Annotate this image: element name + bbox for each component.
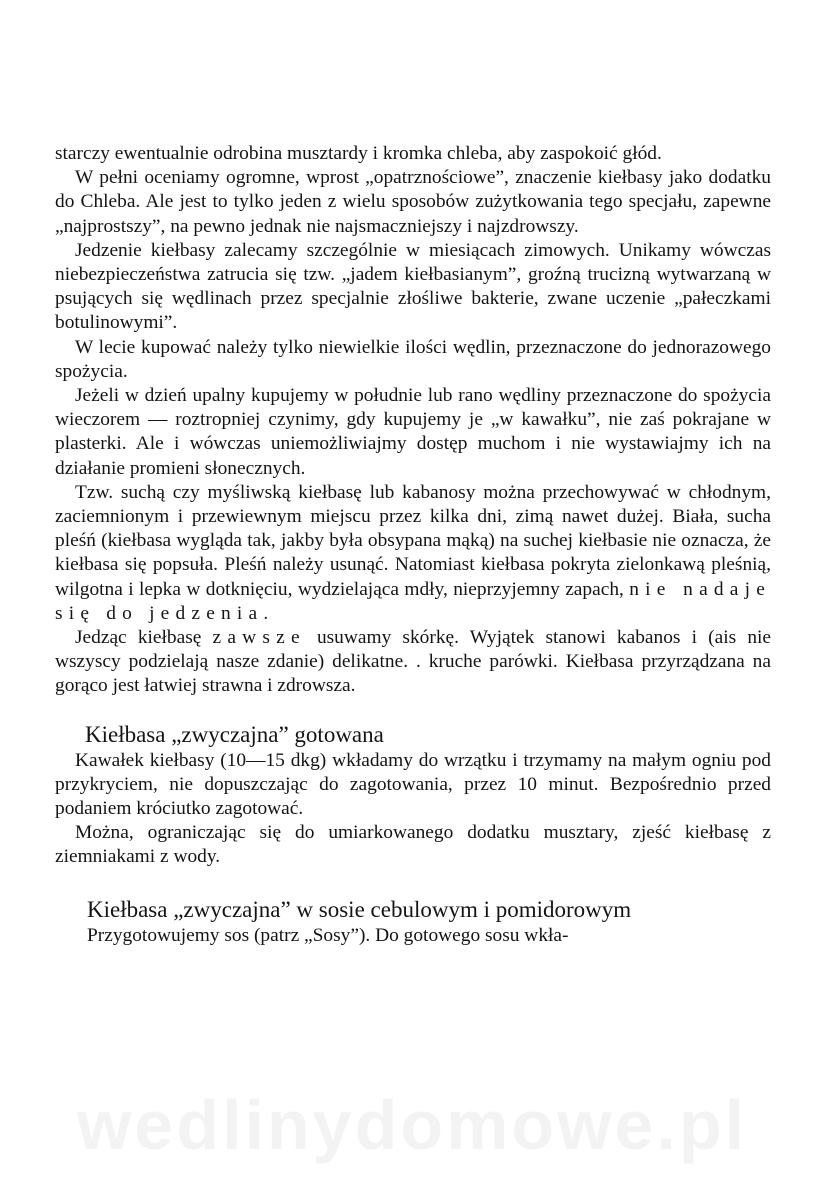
paragraph: W lecie kupować należy tylko niewielkie ilości wędlin, przeznaczone do jednorazowego spożycia. [55,336,771,382]
spaced-emphasis: zawsze [212,627,306,649]
page-text [55,142,771,948]
paragraph: Jedzenie kiełbasy zalecamy szczególnie w miesiącach zimowych. Unikamy wówczas niebezpieczeństwa zatrucia się tzw. „jadem kiełbasianym”, groźną trucizną wytwarzaną w psujących się wędlinach przez specjalnie złośliwe bakterie, zwane uczenie „pałeczkami botulinowymi”. [55,239,771,334]
paragraph: Jeżeli w dzień upalny kupujemy w południe lub rano wędliny przeznaczone do spożycia wieczorem — roztropniej czynimy, gdy kupujemy je „w kawałku”, nie zaś pokrajane w plasterki. Ale i wówczas uniemożliwiajmy dostęp muchom i nie wystawiajmy ich na działanie promieni słonecznych. [55,385,771,479]
paragraph-text: Jedząc kiełbasę [75,627,202,649]
watermark: wedlinydomowe.pl [76,1086,748,1164]
paragraph-text: usuwamy skórkę. Wyjątek stanowi kabanos i (ais nie wszyscy podzielają nasze zdanie) delikatne. . kruche parówki. Kiełbasa przyrządzana na gorąco jest łatwiej strawna i zdrowsza. [55,627,772,697]
paragraph: Kawałek kiełbasy (10—15 dkg) wkładamy do wrzątku i trzymamy na małym ogniu pod przykryciem, nie dopuszczając do zagotowania, przez 10 minut. Bezpośrednio przed podaniem króciutko zagotować. [55,749,771,820]
paragraph [55,481,771,626]
paragraph [55,626,771,699]
spaced-text: nie nadaje się do jedzenia. [55,578,772,624]
section-heading: Kiełbasa „zwyczajna” w sosie cebulowym i pomidorowym [87,896,632,922]
paragraph: Można, ograniczając się do umiarkowanego dodatku musztary, zjeść kiełbasę z ziemniakami z wody. [55,822,771,868]
paragraph-continuation: starczy ewentualnie odrobina musztardy i kromka chleba, aby zaspokoić głód. [55,143,662,164]
section-heading: Kiełbasa „zwyczajna” gotowana [85,721,384,747]
paragraph: Przygotowujemy sos (patrz „Sosy”). Do gotowego sosu wkła- [87,924,569,946]
paragraph-text: Tzw. suchą czy myśliwską kiełbasę lub kabanosy można przechowywać w chłodnym, zaciemnionym i przewiewnym miejscu przez kilka dni, zimą nawet dużej. Biała, sucha pleśń (kiełbasa wygląda tak, jakby była obsypana mąką) na suchej kiełbasie nie oznacza, że kiełbasa się popsuła. Pleśń należy usunąć. Natomiast kiełbasa pokryta zielonkawą pleśnią, wilgotna i lepka w dotknięciu, wydzielająca mdły, nieprzyjemny zapach, [55,481,771,600]
paragraph: W pełni oceniamy ogromne, wprost „opatrznościowe”, znaczenie kiełbasy jako dodatku do Chleba. Ale jest to tylko jeden z wielu sposobów zużytkowania tego specjału, zapewne „najprostszy”, na pewno jednak nie najsmaczniejszy i najzdrowszy. [55,167,771,237]
